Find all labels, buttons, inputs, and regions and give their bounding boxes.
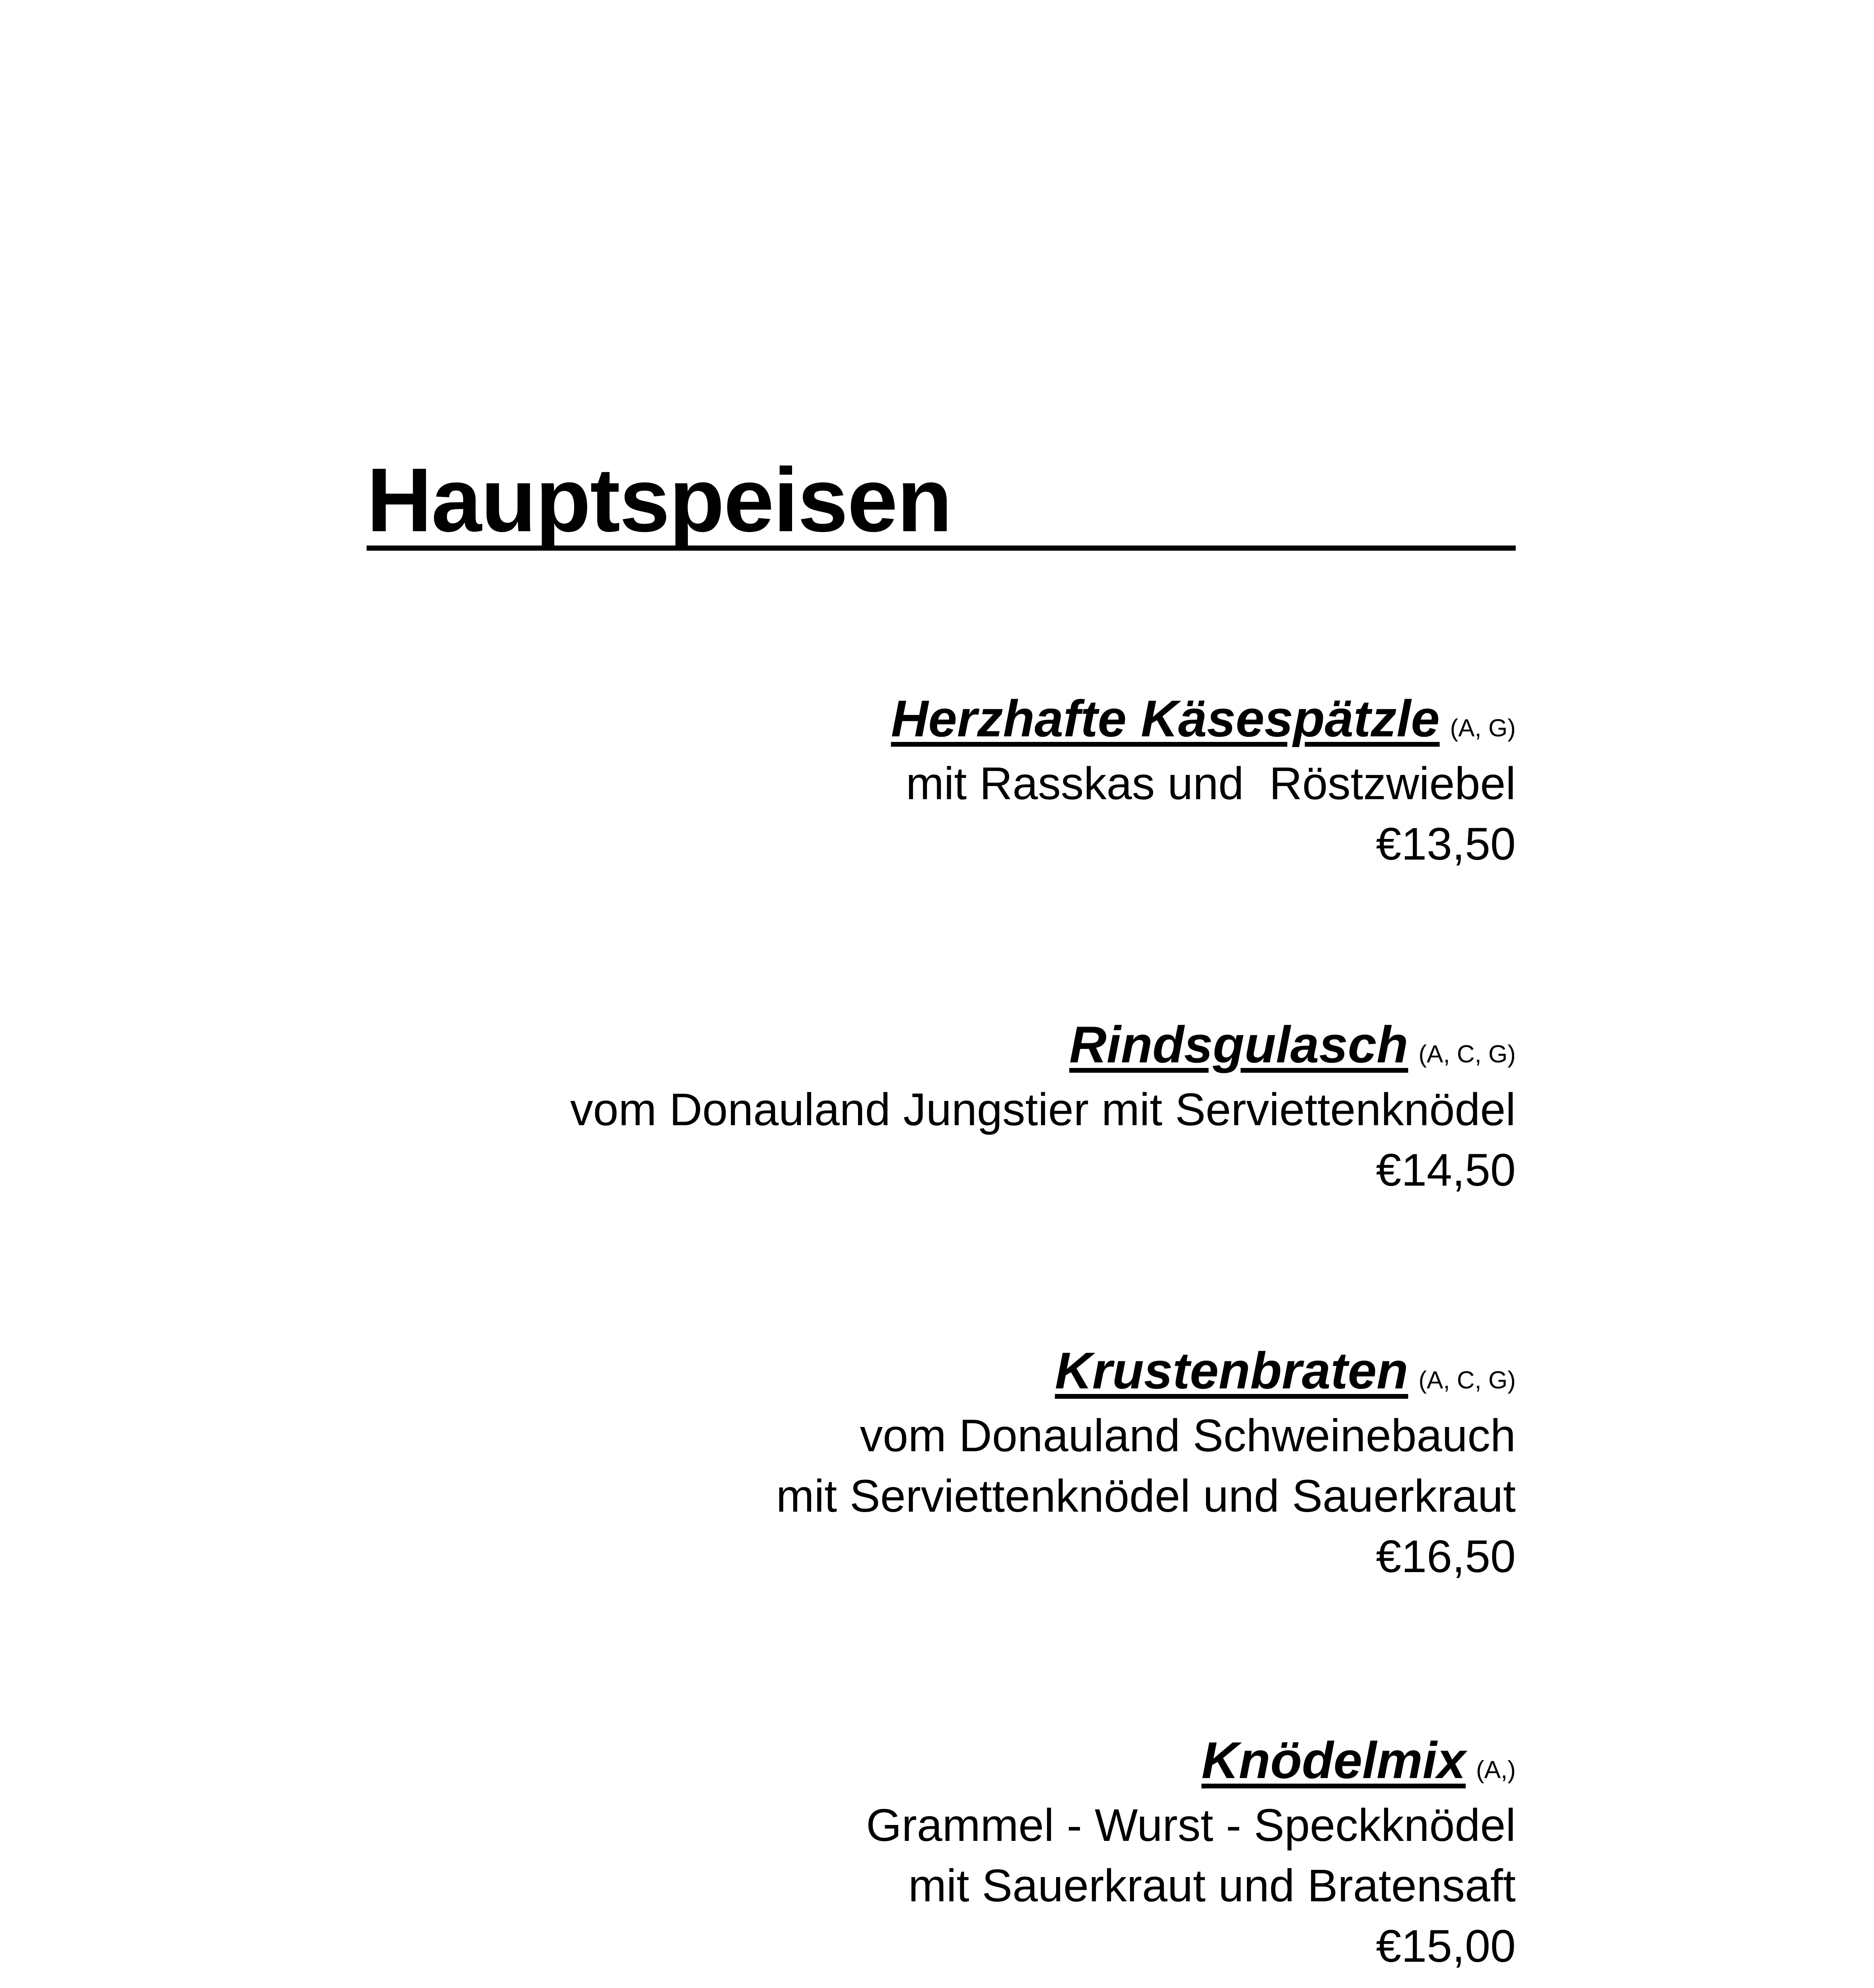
dish-description: Grammel - Wurst - Speckknödel xyxy=(866,1800,1516,1851)
dish-description: vom Donauland Jungstier mit Serviettenknödel xyxy=(570,1084,1516,1135)
page-title-text: Hauptspeisen xyxy=(367,450,952,551)
dish-header xyxy=(243,1726,1516,1795)
dish-allergens: (A, C, G) xyxy=(1418,1041,1516,1068)
dish-price: €15,00 xyxy=(1376,1921,1516,1972)
dish-description: mit Serviettenknödel und Sauerkraut xyxy=(776,1471,1516,1522)
dish-price: €16,50 xyxy=(1376,1531,1516,1582)
dish-rindsgulasch xyxy=(243,1010,1516,1200)
dish-name: Herzhafte Käsespätzle xyxy=(891,689,1440,747)
dish-header xyxy=(243,1336,1516,1406)
dish-name: Rindsgulasch xyxy=(1069,1015,1408,1074)
dish-allergens: (A, C, G) xyxy=(1418,1367,1516,1394)
dish-price: €13,50 xyxy=(1376,819,1516,870)
dish-knoedelmix xyxy=(243,1726,1516,1976)
dish-description: mit Sauerkraut und Bratensaft xyxy=(908,1860,1516,1911)
dish-name: Knödelmix xyxy=(1201,1731,1466,1789)
page-title xyxy=(367,443,1516,551)
dish-kaesespaetzle xyxy=(243,684,1516,874)
dish-header xyxy=(243,1010,1516,1079)
dish-allergens: (A, G) xyxy=(1450,714,1516,742)
dish-price: €14,50 xyxy=(1376,1145,1516,1196)
dish-description: mit Rasskas und Röstzwiebel xyxy=(906,758,1516,809)
dish-name: Krustenbraten xyxy=(1054,1342,1408,1400)
dish-header xyxy=(243,684,1516,753)
dish-description: vom Donauland Schweinebauch xyxy=(860,1410,1516,1461)
dish-allergens: (A,) xyxy=(1476,1756,1516,1784)
dish-krustenbraten xyxy=(243,1336,1516,1587)
